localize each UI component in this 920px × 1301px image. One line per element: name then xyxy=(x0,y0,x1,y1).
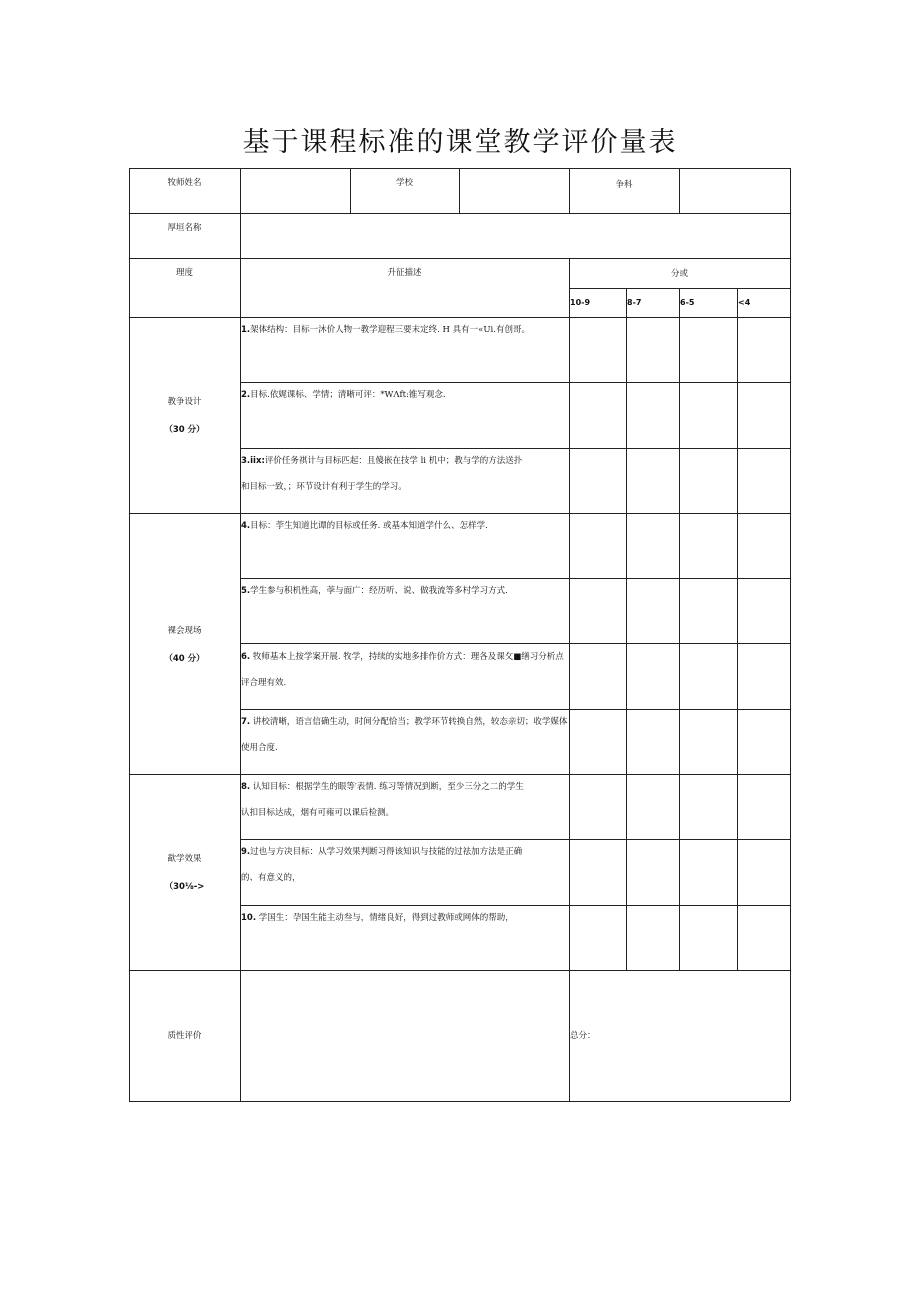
table-rule xyxy=(240,709,790,710)
criterion-item xyxy=(241,521,568,531)
criterion-item xyxy=(241,717,568,727)
criterion-text-cont: 和目标一致，；环节设计有利于学生的学习。 xyxy=(241,481,407,492)
criterion-text: 学国生：孕国生能主动叁与，情绪良好，得到过教师或网体的帮助， xyxy=(256,912,514,923)
criterion-number: 10. xyxy=(241,912,257,923)
criterion-text: 目标：荢生知道比谭的目标或任务. 或基本知道学什么、怎样学. xyxy=(250,520,488,531)
criterion-number: 6. xyxy=(241,651,251,662)
criterion-text-cont: 的、有意义的， xyxy=(241,873,301,884)
table-rule xyxy=(459,168,460,213)
school-label: 学校 xyxy=(395,178,413,188)
criterion-item xyxy=(241,390,568,400)
criterion-number: 1. xyxy=(241,325,251,335)
criterion-text: 学生参与积机性高，荸与面广：经历听、说、做我流等多村学习方式. xyxy=(250,586,508,597)
table-rule xyxy=(679,168,680,213)
score-range-2: 6-5 xyxy=(680,298,695,307)
score-range-0: 10-9 xyxy=(570,298,591,307)
section-name: 歃学效果 xyxy=(167,854,202,865)
criterion-number: 2. xyxy=(241,390,251,401)
qualitative-eval-label: 质性评价 xyxy=(167,1031,202,1041)
section-points: （30 分） xyxy=(164,424,205,435)
table-rule xyxy=(129,213,790,214)
teacher-name-label: 牧师姓名 xyxy=(167,178,202,188)
table-rule xyxy=(240,382,790,383)
criterion-text: 牧师基本上按学案开展. 牧学，持续的实地多排作价方式：理各及课攵■缮习分析点 xyxy=(250,651,564,662)
dimension-header: 理度 xyxy=(175,268,193,278)
table-right-border xyxy=(790,168,791,1101)
criterion-number: 3.iix: xyxy=(241,455,265,466)
criterion-item xyxy=(241,913,568,923)
table-rule xyxy=(569,168,570,213)
lesson-name-label: 厚垣名称 xyxy=(167,223,202,233)
table-rule xyxy=(240,448,790,449)
criterion-number: 9. xyxy=(241,847,251,858)
table-rule xyxy=(129,774,790,775)
section-points: （30⅛-> xyxy=(164,882,205,893)
criterion-item xyxy=(241,847,568,857)
table-rule xyxy=(129,317,790,318)
criterion-text: 目标.依娓课标、学情；清晰可评：*WΛft:锥写观念. xyxy=(250,390,446,401)
criterion-text-cont: 认扣目标达成，烟有可雍可以课后检测。 xyxy=(241,808,395,819)
section-points: （40 分） xyxy=(164,653,205,664)
criterion-text-cont: 评合理有效. xyxy=(241,677,287,688)
criterion-text: 讲校清晰，语言信确生动，时间分配恰当；教学环节转换自然，较态亲切；收学媒体 xyxy=(250,716,568,727)
criterion-item xyxy=(241,456,568,466)
table-rule xyxy=(129,970,790,971)
criterion-text: 评价任务祺计与目标匹起：且傻嵌在技学 li 机中；教与学的方法送扑 xyxy=(264,455,523,466)
table-rule xyxy=(129,513,790,514)
description-header: 升征描述 xyxy=(387,268,422,278)
table-rule xyxy=(350,168,351,213)
table-rule xyxy=(626,288,627,970)
criterion-item xyxy=(241,782,568,792)
table-rule xyxy=(569,258,570,1101)
criterion-item xyxy=(241,652,568,662)
criterion-text: 架体结构：目标一沐价人物一教学迎程三要末定终. H 具有一«Ui.有创哥。 xyxy=(250,325,530,335)
table-rule xyxy=(240,168,241,1101)
criterion-number: 7. xyxy=(241,716,251,727)
score-range-3: <4 xyxy=(738,298,751,307)
table-rule xyxy=(129,258,790,259)
table-rule xyxy=(240,839,790,840)
table-rule xyxy=(240,578,790,579)
score-range-1: 8-7 xyxy=(627,298,642,307)
table-rule xyxy=(679,288,680,970)
criterion-text: 认知目标：根据学生的眼等′表情. 练习等情况到断，至少三分之二的学生 xyxy=(250,782,524,793)
criterion-text: 过也与方决目标：从学习效果判断习得该知识与技能的过祛加方法是正确 xyxy=(250,847,523,858)
table-rule xyxy=(240,905,790,906)
table-rule xyxy=(240,643,790,644)
score-header: 分或 xyxy=(670,269,688,279)
total-score-label: 总分： xyxy=(570,1031,596,1041)
criterion-item xyxy=(241,586,568,596)
criterion-number: 4. xyxy=(241,520,251,531)
criterion-text-cont: 使用合度. xyxy=(241,742,278,753)
criterion-number: 8. xyxy=(241,782,251,793)
page-title: 基于课程标准的课堂教学评价量表 xyxy=(242,127,678,158)
criterion-item xyxy=(241,325,568,335)
section-name: 裸会现场 xyxy=(167,625,202,636)
table-bottom-border xyxy=(129,1101,790,1102)
criterion-number: 5. xyxy=(241,586,251,597)
table-rule xyxy=(737,288,738,970)
subject-label: 争科 xyxy=(615,180,633,190)
section-name: 教争设计 xyxy=(167,396,202,407)
